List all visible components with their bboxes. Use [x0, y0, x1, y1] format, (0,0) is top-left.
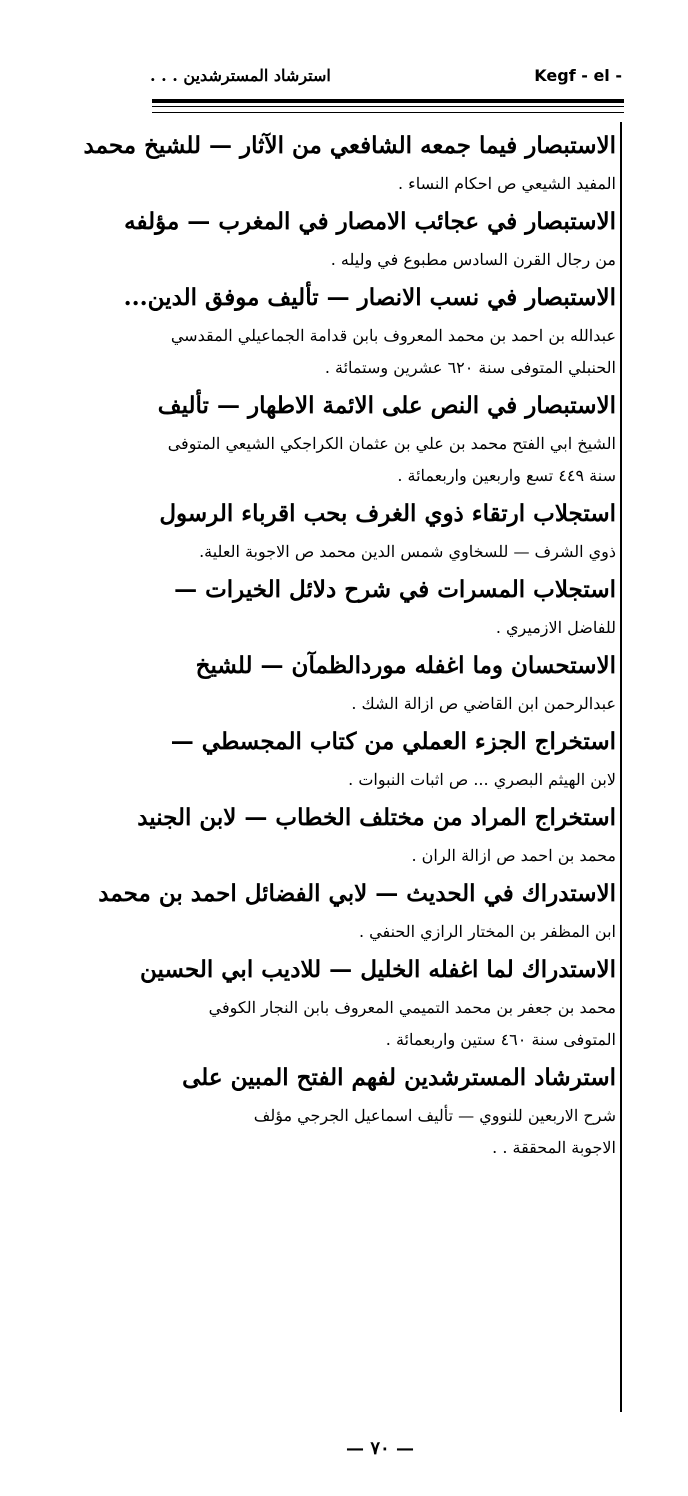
entry [160, 1056, 616, 1164]
entry-line: ذوي الشرف — للسخاوي شمس الدين محمد ص الاجوبة العلية. [199, 542, 616, 561]
entry-line: المتوفى سنة ٤٦٠ ستين واربعمائة . [385, 1030, 616, 1049]
entry [160, 720, 616, 796]
entry-line: المفيد الشيعي ص احكام النساء . [398, 174, 616, 193]
entry [124, 200, 616, 276]
running-title: استرشاد المسترشدين . . . [150, 66, 331, 85]
header-rule-thick [152, 99, 624, 103]
entry-line: لابن الهيثم البصري ... ص اثبات النبوات . [348, 770, 616, 789]
entry [160, 644, 616, 720]
entry-headword: الاستبصار في عجائب الامصار في المغرب — مؤلفه [124, 208, 616, 235]
entry [140, 948, 616, 1056]
entry-headword: الاستدراك لما اغفله الخليل — للاديب ابي الحسين [140, 956, 616, 983]
entry-line: محمد بن جعفر بن محمد التميمي المعروف بابن النجار الكوفي [208, 998, 616, 1017]
entry-headword: استخراج الجزء العملي من كتاب المجسطي — [170, 728, 616, 755]
page-header [150, 66, 622, 92]
entry [160, 492, 616, 568]
entry [157, 384, 616, 492]
entry [160, 568, 616, 644]
entry [98, 872, 616, 948]
entry-line: سنة ٤٤٩ تسع واربعين واربعمائة . [397, 466, 616, 485]
entry-headword: استخراج المراد من مختلف الخطاب — لابن الجنيد [137, 804, 616, 831]
entry-line: ابن المظفر بن المختار الرازي الحنفي . [358, 922, 616, 941]
page-number: — ٧٠ — [346, 1438, 414, 1459]
entry-line: محمد بن احمد ص ازالة الران . [411, 846, 616, 865]
entry-headword: الاستدراك في الحديث — لابي الفضائل احمد بن محمد [98, 880, 616, 907]
entry-headword: الاستبصار فيما جمعه الشافعي من الآثار — للشيخ محمد [83, 132, 616, 159]
entry-headword: استجلاب ارتقاء ذوي الغرف بحب اقرباء الرسول [159, 500, 616, 527]
entry [83, 124, 616, 200]
entry-line: شرح الاربعين للنووي — تأليف اسماعيل الجرجي مؤلف [253, 1106, 616, 1125]
entry-line: الاجوبة المحققة . . [492, 1138, 616, 1157]
entry-line: للفاضل الازميري . [495, 618, 616, 637]
entry-line: الشيخ ابي الفتح محمد بن علي بن عثمان الكراجكي الشيعي المتوفى [167, 434, 616, 453]
header-rule-thin [152, 106, 624, 107]
margin-rule [620, 122, 622, 1412]
entry [137, 796, 616, 872]
entry-line: عبدالله بن احمد بن محمد المعروف بابن قدامة الجماعيلي المقدسي [170, 326, 616, 345]
header-rule-lower [152, 112, 624, 113]
entry [123, 276, 616, 384]
entry-headword: استجلاب المسرات في شرح دلائل الخيرات — [174, 576, 616, 603]
entry-headword: الاستحسان وما اغفله موردالظمآن — للشيخ [195, 652, 616, 679]
entry-line: عبدالرحمن ابن القاضي ص ازالة الشك . [351, 694, 616, 713]
entry-line: الحنبلي المتوفى سنة ٦٢٠ عشرين وستمائة . [324, 358, 616, 377]
entry-headword: استرشاد المسترشدين لفهم الفتح المبين على [182, 1064, 616, 1091]
header-right-mark: Kegf - el - [534, 66, 622, 85]
entry-headword: الاستبصار في النص على الائمة الاطهار — تأليف [157, 392, 616, 419]
entry-headword: الاستبصار في نسب الانصار — تأليف موفق الدين... [123, 284, 616, 311]
entries-list [83, 124, 616, 1164]
entry-line: من رجال القرن السادس مطبوع في وليله . [330, 250, 616, 269]
